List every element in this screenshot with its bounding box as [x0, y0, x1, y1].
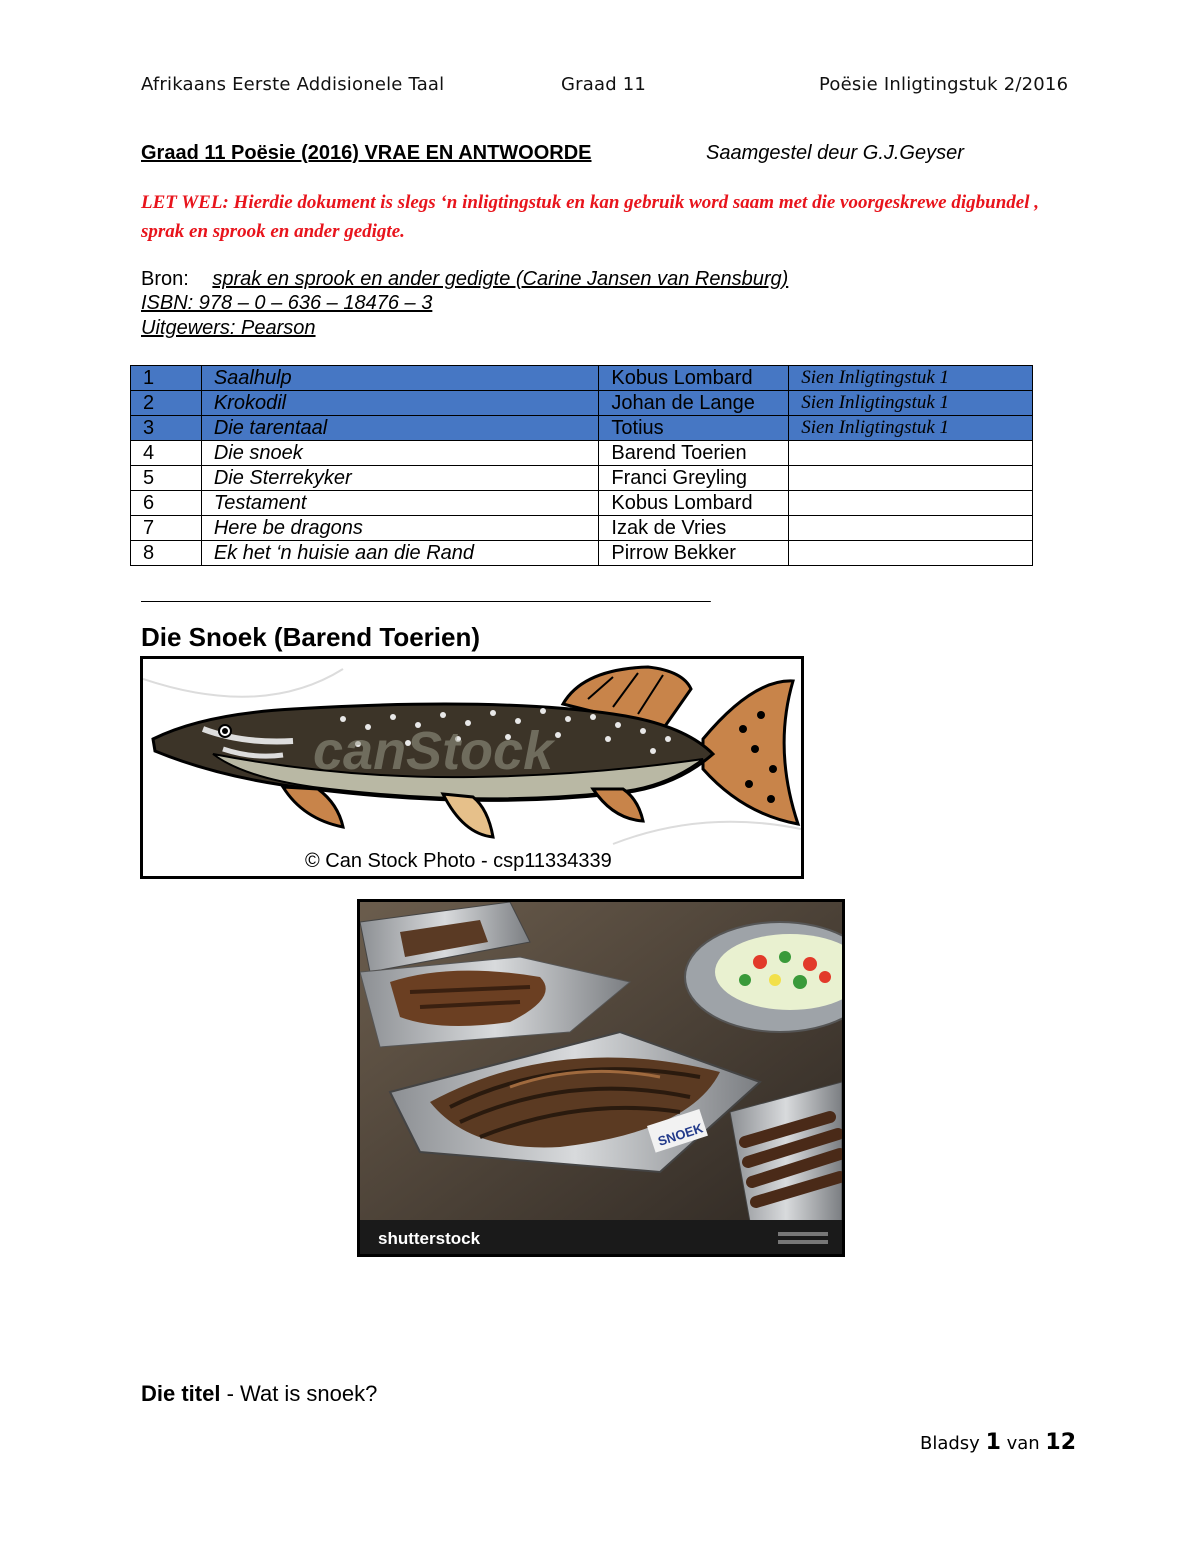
question-text: - Wat is snoek? — [220, 1381, 378, 1406]
table-row — [131, 491, 1033, 516]
poem-table — [130, 365, 1033, 566]
poem-number: 5 — [131, 466, 202, 491]
snoek-label: SNOEK — [656, 1120, 705, 1149]
poem-title: Saalhulp — [201, 366, 599, 391]
header-center: Graad 11 — [561, 74, 647, 95]
poem-poet: Johan de Lange — [599, 391, 789, 416]
poem-note — [789, 441, 1033, 466]
footer-middle: van — [1000, 1433, 1046, 1454]
poem-title: Die snoek — [201, 441, 599, 466]
fish-illustration — [140, 656, 804, 879]
table-row — [131, 541, 1033, 566]
poem-note: Sien Inligtingstuk 1 — [789, 391, 1033, 416]
poem-number: 8 — [131, 541, 202, 566]
poem-note: Sien Inligtingstuk 1 — [789, 366, 1033, 391]
poem-poet: Barend Toerien — [599, 441, 789, 466]
poem-poet: Kobus Lombard — [599, 491, 789, 516]
source-value: sprak en sprook en ander gedigte (Carine Jansen van Rensburg) — [212, 268, 789, 290]
poem-title: Die tarentaal — [201, 416, 599, 441]
poem-number: 6 — [131, 491, 202, 516]
source-line — [141, 268, 788, 291]
footer-total: 12 — [1045, 1430, 1077, 1455]
source-label: Bron: — [141, 268, 189, 290]
poem-poet: Kobus Lombard — [599, 366, 789, 391]
publisher-text: Uitgewers: Pearson — [141, 317, 316, 339]
publisher-line — [141, 317, 316, 340]
table-row — [131, 391, 1033, 416]
snoek-photo — [357, 899, 845, 1257]
page-footer — [920, 1430, 1076, 1455]
poem-poet: Izak de Vries — [599, 516, 789, 541]
fish-watermark: canStock — [313, 721, 554, 781]
question-line — [141, 1381, 377, 1407]
pike-fish-icon — [143, 659, 801, 876]
compiled-by: Saamgestel deur G.J.Geyser — [706, 142, 964, 164]
poem-note — [789, 466, 1033, 491]
poem-number: 2 — [131, 391, 202, 416]
isbn-text: ISBN: 978 – 0 – 636 – 18476 – 3 — [141, 292, 433, 314]
section-heading: Die Snoek (Barend Toerien) — [141, 622, 481, 652]
poem-title: Ek het ‘n huisie aan die Rand — [201, 541, 599, 566]
document-title: Graad 11 Poësie (2016) VRAE EN ANTWOORDE — [141, 142, 592, 164]
poem-title: Krokodil — [201, 391, 599, 416]
poem-poet: Totius — [599, 416, 789, 441]
poem-title: Here be dragons — [201, 516, 599, 541]
fish-caption: © Can Stock Photo - csp11334339 — [305, 850, 612, 872]
poem-poet: Pirrow Bekker — [599, 541, 789, 566]
poem-note — [789, 516, 1033, 541]
poem-note: Sien Inligtingstuk 1 — [789, 416, 1033, 441]
poem-poet: Franci Greyling — [599, 466, 789, 491]
poem-number: 3 — [131, 416, 202, 441]
footer-page: 1 — [985, 1430, 1001, 1455]
isbn-line — [141, 292, 432, 315]
table-row — [131, 466, 1033, 491]
table-row — [131, 441, 1033, 466]
poem-note — [789, 541, 1033, 566]
poem-note — [789, 491, 1033, 516]
poem-number: 7 — [131, 516, 202, 541]
table-row — [131, 366, 1033, 391]
table-row — [131, 516, 1033, 541]
photo-brand: shutterstock — [378, 1229, 481, 1248]
poem-number: 4 — [131, 441, 202, 466]
section-divider: ________________________________________________________________________ — [141, 586, 710, 603]
braai-photo-icon — [360, 902, 842, 1254]
table-row — [131, 416, 1033, 441]
header-right: Poësie Inligtingstuk 2/2016 — [819, 74, 1069, 95]
header-left: Afrikaans Eerste Addisionele Taal — [141, 74, 445, 95]
poem-number: 1 — [131, 366, 202, 391]
poem-title: Die Sterrekyker — [201, 466, 599, 491]
question-label: Die titel — [141, 1381, 221, 1406]
footer-prefix: Bladsy — [920, 1433, 986, 1454]
poem-title: Testament — [201, 491, 599, 516]
notice-text: LET WEL: Hierdie dokument is slegs ‘n inligtingstuk en kan gebruik word saam met die voorgeskrewe digbundel , sprak en sprook en ander gedigte. — [141, 192, 1039, 242]
